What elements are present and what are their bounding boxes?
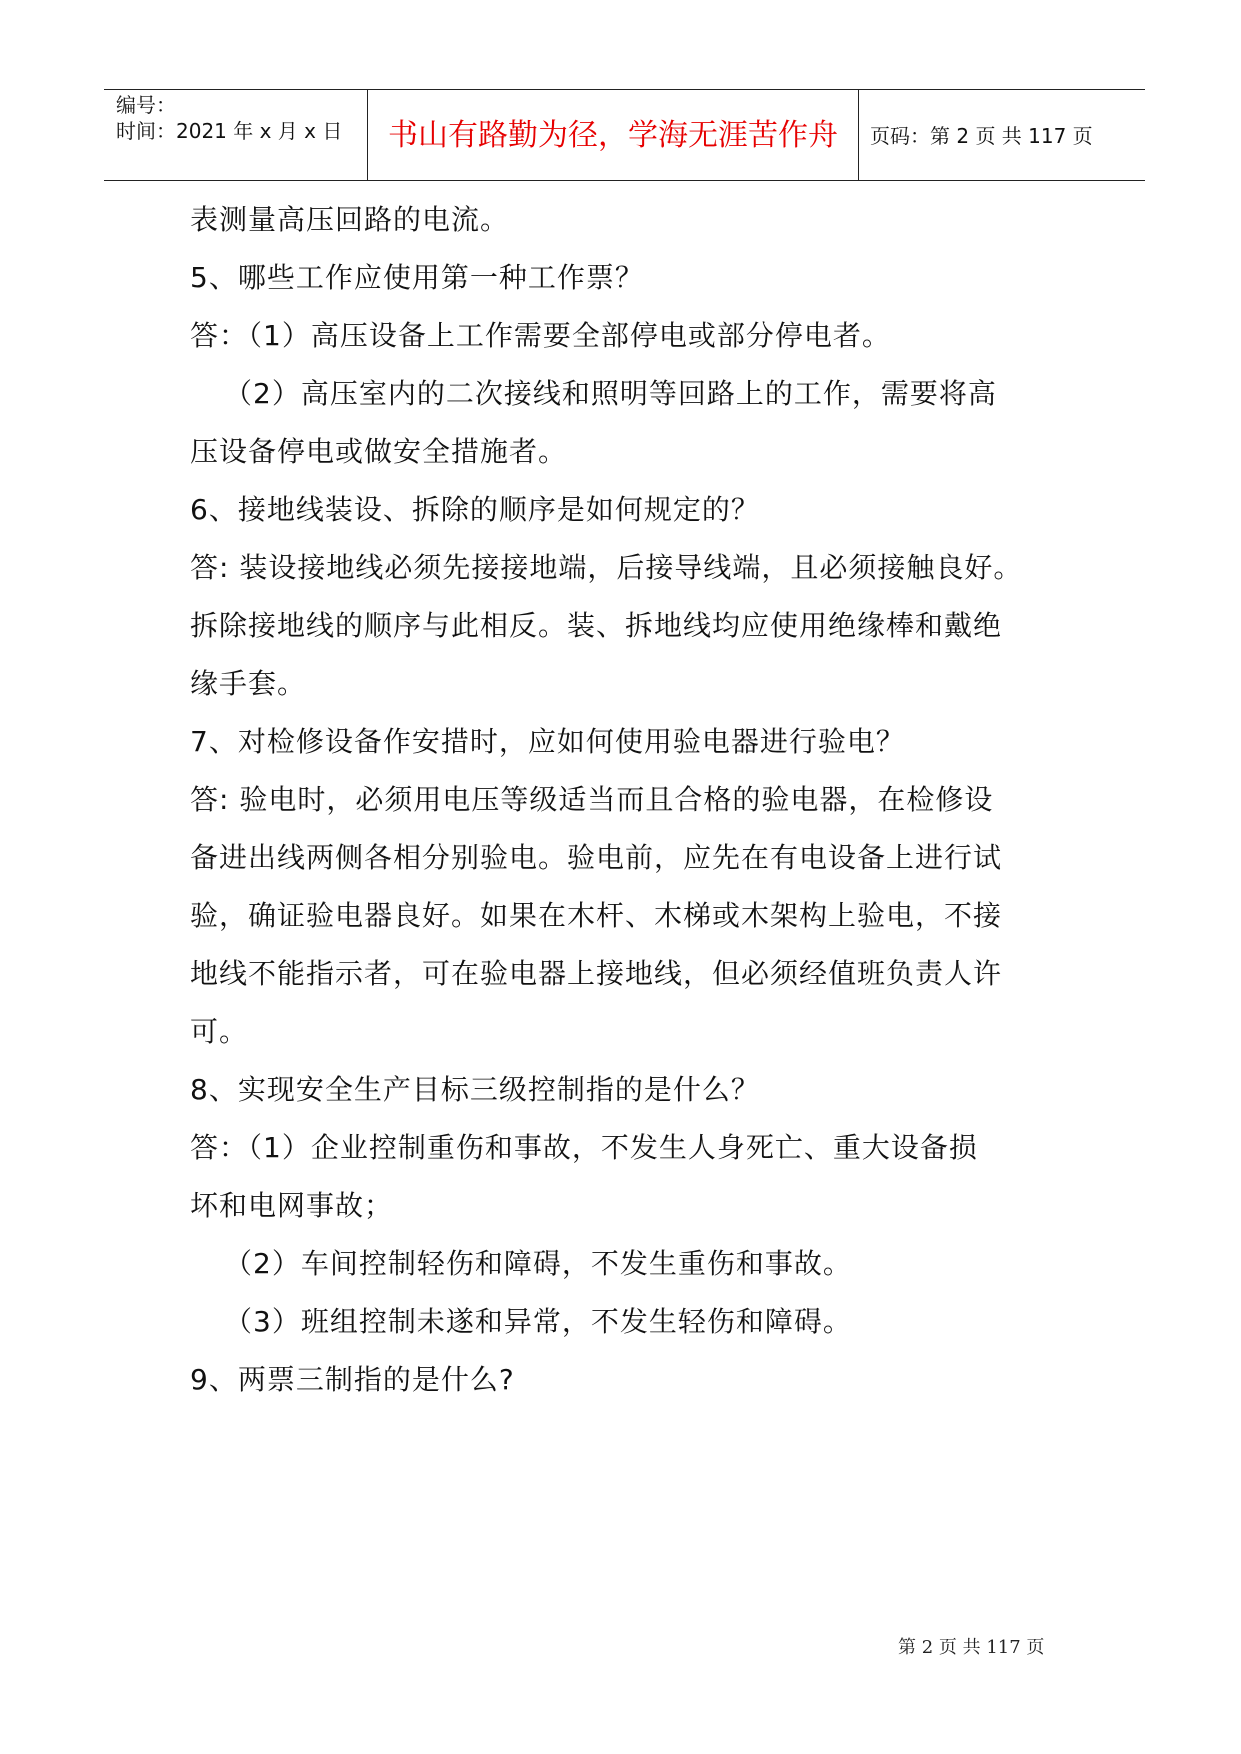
answer-line: 压设备停电或做安全措施者。 (190, 435, 568, 468)
body-line: 表测量高压回路的电流。 (190, 203, 510, 236)
answer-line: 缘手套。 (190, 667, 307, 700)
question-heading: 8、实现安全生产目标三级控制指的是什么？ (190, 1073, 760, 1106)
answer-line: 地线不能指示者，可在验电器上接地线，但必须经值班负责人许 (190, 957, 1003, 990)
page-footer: 第 2 页 共 117 页 (898, 1637, 1045, 1658)
page-header (104, 89, 1145, 181)
answer-line: 答: 验电时，必须用电压等级适当而且合格的验电器，在检修设 (190, 783, 994, 816)
answer-line: 答：（1）高压设备上工作需要全部停电或部分停电者。 (190, 319, 891, 352)
serial-number-label: 编号： (116, 93, 176, 117)
header-meta-cell (104, 90, 368, 180)
question-heading: 6、接地线装设、拆除的顺序是如何规定的？ (190, 493, 760, 526)
question-heading: 5、哪些工作应使用第一种工作票？ (190, 261, 644, 294)
header-motto: 书山有路勤为径，学海无涯苦作舟 (368, 90, 859, 180)
answer-line: 坏和电网事故； (190, 1189, 394, 1222)
answer-line: （2）高压室内的二次接线和照明等回路上的工作，需要将高 (224, 377, 997, 410)
answer-line: 答：（1）企业控制重伤和事故，不发生人身死亡、重大设备损 (190, 1131, 978, 1164)
header-page-number: 页码：第 2 页 共 117 页 (870, 124, 1093, 148)
date-label: 时间：2021 年 x 月 x 日 (116, 119, 343, 143)
question-heading: 7、对检修设备作安措时，应如何使用验电器进行验电？ (190, 725, 905, 758)
question-heading: 9、两票三制指的是什么? (190, 1363, 515, 1396)
answer-line: 备进出线两侧各相分别验电。验电前，应先在有电设备上进行试 (190, 841, 1003, 874)
answer-line: （2）车间控制轻伤和障碍，不发生重伤和事故。 (224, 1247, 852, 1280)
answer-line: 拆除接地线的顺序与此相反。装、拆地线均应使用绝缘棒和戴绝 (190, 609, 1003, 642)
answer-line: 答: 装设接地线必须先接接地端，后接导线端，且必须接触良好。 (190, 551, 1023, 584)
answer-line: 验，确证验电器良好。如果在木杆、木梯或木架构上验电，不接 (190, 899, 1003, 932)
answer-line: 可。 (190, 1015, 249, 1048)
answer-line: （3）班组控制未遂和异常，不发生轻伤和障碍。 (224, 1305, 852, 1338)
